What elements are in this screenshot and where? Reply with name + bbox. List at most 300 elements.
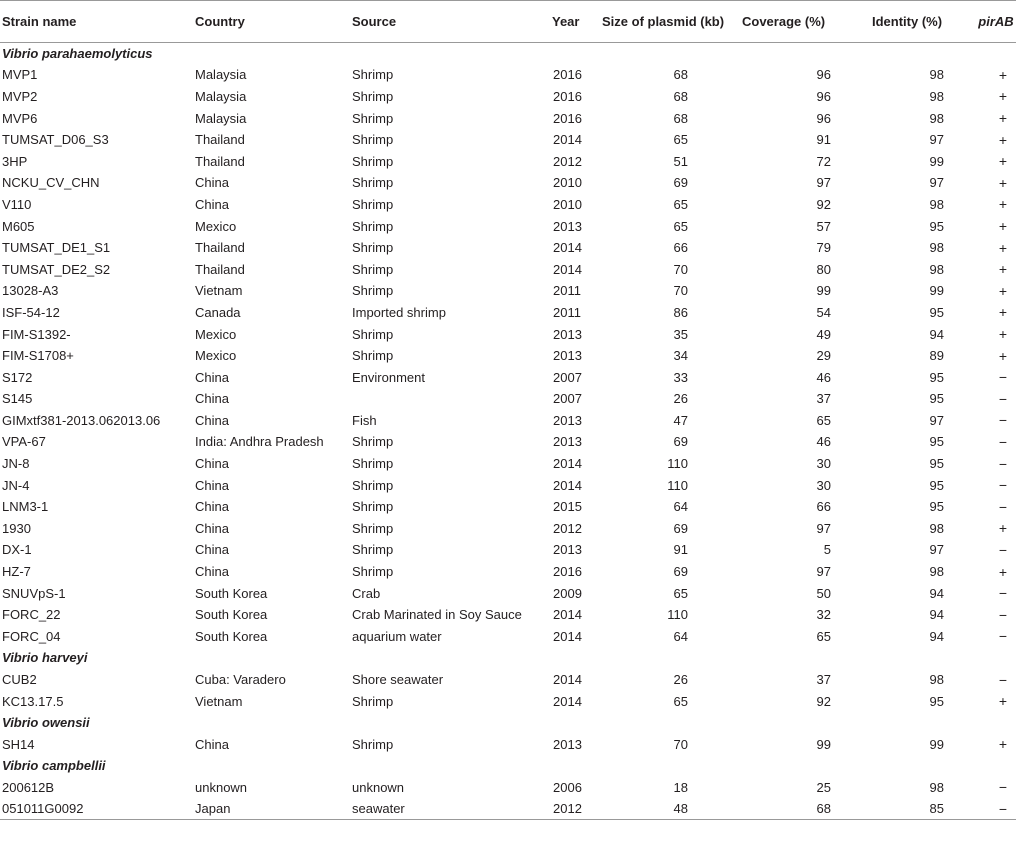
cell-year: 2013 (553, 348, 582, 364)
cell-pirab: − (998, 477, 1008, 494)
cell-coverage: 97 (816, 175, 831, 191)
cell-year: 2007 (553, 391, 582, 407)
cell-plasmid-size: 70 (673, 736, 688, 752)
species-group-row (0, 43, 1016, 65)
cell-coverage: 96 (816, 110, 831, 126)
cell-year: 2013 (553, 542, 582, 558)
cell-strain-name: TUMSAT_DE1_S1 (2, 240, 111, 256)
cell-year: 2014 (553, 240, 582, 256)
cell-year: 2016 (553, 564, 582, 580)
cell-pirab: + (998, 261, 1008, 278)
cell-country: Mexico (195, 218, 237, 234)
cell-plasmid-size: 65 (673, 132, 688, 148)
cell-identity: 85 (870, 798, 966, 820)
cell-year: 2010 (553, 196, 582, 212)
cell-coverage: 92 (816, 196, 831, 212)
header-country: Country (193, 1, 350, 43)
cell-source: Shrimp (352, 132, 394, 148)
cell-coverage: 49 (816, 326, 831, 342)
cell-source: Crab Marinated in Soy Sauce (352, 607, 522, 623)
table-row (0, 539, 1016, 561)
cell-identity: 97 (929, 412, 944, 428)
cell-pirab: − (998, 412, 1008, 429)
table-row (0, 431, 1016, 453)
cell-strain-name: NCKU_CV_CHN (2, 175, 100, 191)
cell-plasmid-size: 110 (667, 477, 688, 493)
cell-pirab: + (998, 520, 1008, 537)
table-row (0, 582, 1016, 604)
cell-identity: 98 (929, 779, 944, 795)
table-row (0, 215, 1016, 237)
cell-year: 2013 (553, 218, 582, 234)
table-row (0, 86, 1016, 108)
cell-coverage: 79 (816, 240, 831, 256)
cell-plasmid-size: 91 (673, 542, 688, 558)
cell-coverage: 68 (740, 798, 870, 820)
cell-strain-name: VPA-67 (2, 434, 46, 450)
cell-source: Environment (352, 369, 425, 385)
table-row (0, 453, 1016, 475)
cell-pirab: + (998, 153, 1008, 170)
cell-coverage: 57 (816, 218, 831, 234)
cell-strain-name: TUMSAT_D06_S3 (2, 132, 109, 148)
cell-plasmid-size: 86 (673, 304, 688, 320)
cell-strain-name: 051011G0092 (0, 798, 193, 820)
cell-strain-name: FIM-S1392- (2, 326, 71, 342)
cell-plasmid-size: 47 (673, 412, 688, 428)
cell-source: Shrimp (352, 434, 394, 450)
cell-country: South Korea (195, 585, 268, 601)
table-row (0, 734, 1016, 756)
cell-year: 2011 (553, 283, 581, 299)
table-row (0, 690, 1016, 712)
cell-source: Shrimp (352, 564, 394, 580)
cell-plasmid-size: 68 (673, 67, 688, 83)
table-row (0, 302, 1016, 324)
cell-strain-name: FORC_22 (2, 607, 61, 623)
cell-plasmid-size: 34 (673, 348, 688, 364)
cell-strain-name: MVP2 (2, 88, 38, 104)
cell-source: aquarium water (352, 628, 442, 644)
cell-pirab: − (998, 455, 1008, 472)
cell-coverage: 80 (816, 261, 831, 277)
cell-source: Shrimp (352, 456, 394, 472)
cell-country: China (195, 499, 229, 515)
cell-identity: 94 (929, 585, 944, 601)
cell-identity: 89 (929, 348, 944, 364)
cell-pirab: + (998, 693, 1008, 710)
cell-strain-name: V110 (2, 196, 32, 212)
table-row (0, 777, 1016, 799)
cell-coverage: 5 (823, 542, 831, 558)
table-row (0, 561, 1016, 583)
species-group-label: Vibrio parahaemolyticus (2, 46, 153, 62)
cell-country: Thailand (195, 240, 245, 256)
cell-identity: 95 (929, 434, 944, 450)
cell-coverage: 96 (816, 88, 831, 104)
cell-coverage: 30 (816, 477, 831, 493)
cell-coverage: 37 (816, 391, 831, 407)
cell-source: Shore seawater (352, 672, 444, 688)
cell-country: Cuba: Varadero (195, 672, 286, 688)
cell-plasmid-size: 69 (673, 434, 688, 450)
cell-pirab: − (998, 369, 1008, 386)
cell-coverage: 97 (816, 564, 831, 580)
cell-plasmid-size: 26 (673, 672, 688, 688)
cell-country: Vietnam (195, 693, 243, 709)
cell-source: Shrimp (352, 240, 394, 256)
cell-identity: 94 (929, 628, 944, 644)
cell-country: China (195, 456, 229, 472)
cell-country: unknown (195, 779, 248, 795)
cell-identity: 98 (929, 110, 944, 126)
cell-year: 2012 (553, 520, 582, 536)
cell-pirab: + (998, 66, 1008, 83)
cell-source: Shrimp (352, 693, 394, 709)
cell-year: 2012 (553, 153, 582, 169)
table-row (0, 669, 1016, 691)
cell-plasmid-size: 65 (673, 693, 688, 709)
cell-plasmid-size: 26 (673, 391, 688, 407)
cell-coverage: 54 (816, 304, 831, 320)
cell-pirab: + (998, 196, 1008, 213)
table-row (0, 237, 1016, 259)
cell-identity: 97 (929, 542, 944, 558)
cell-identity: 99 (929, 153, 944, 169)
cell-year: 2015 (553, 499, 582, 515)
cell-country: China (195, 196, 229, 212)
cell-coverage: 65 (816, 412, 831, 428)
cell-identity: 95 (929, 391, 944, 407)
header-year: Year (550, 1, 600, 43)
species-group-label: Vibrio owensii (2, 715, 90, 731)
cell-plasmid-size: 110 (667, 607, 688, 623)
cell-plasmid-size: 69 (673, 175, 688, 191)
table-row (0, 280, 1016, 302)
cell-year: 2013 (553, 434, 582, 450)
cell-pirab: − (998, 433, 1008, 450)
cell-source: Shrimp (352, 736, 394, 752)
table-row (0, 626, 1016, 648)
cell-source: Shrimp (352, 348, 394, 364)
cell-strain-name: 1930 (2, 520, 31, 536)
cell-country: China (195, 175, 229, 191)
species-group-row (0, 755, 1016, 777)
cell-strain-name: MVP6 (2, 110, 38, 126)
cell-plasmid-size: 69 (673, 564, 688, 580)
cell-strain-name: FIM-S1708+ (2, 348, 74, 364)
cell-country: China (195, 736, 229, 752)
cell-identity: 95 (929, 456, 944, 472)
cell-identity: 98 (929, 672, 944, 688)
cell-year: 2006 (553, 779, 582, 795)
cell-strain-name: S145 (2, 391, 33, 407)
cell-plasmid-size: 69 (673, 520, 688, 536)
cell-source: Crab (352, 585, 381, 601)
cell-pirab: − (966, 798, 1016, 820)
header-coverage: Coverage (%) (740, 1, 870, 43)
cell-source: Shrimp (352, 153, 394, 169)
header-identity: Identity (%) (870, 1, 966, 43)
cell-year: 2014 (553, 132, 582, 148)
cell-year: 2014 (553, 693, 582, 709)
cell-source: Shrimp (352, 326, 394, 342)
cell-identity: 98 (929, 564, 944, 580)
cell-year: 2014 (553, 477, 582, 493)
cell-strain-name: 200612B (2, 779, 55, 795)
cell-source: Shrimp (352, 261, 394, 277)
cell-strain-name: 3HP (2, 153, 28, 169)
table-row (0, 194, 1016, 216)
cell-coverage: 29 (816, 348, 831, 364)
cell-plasmid-size: 33 (673, 369, 688, 385)
cell-plasmid-size: 65 (673, 218, 688, 234)
cell-coverage: 65 (816, 628, 831, 644)
cell-identity: 95 (929, 218, 944, 234)
table-row (0, 345, 1016, 367)
cell-strain-name: S172 (2, 369, 33, 385)
header-plasmid-size: Size of plasmid (kb) (600, 1, 740, 43)
cell-pirab: + (998, 110, 1008, 127)
cell-year: 2010 (553, 175, 582, 191)
cell-year: 2009 (553, 585, 582, 601)
cell-country: China (195, 412, 229, 428)
table-row (0, 798, 1016, 820)
cell-source: Shrimp (352, 499, 394, 515)
cell-pirab: − (998, 671, 1008, 688)
cell-source: Shrimp (352, 67, 394, 83)
cell-identity: 99 (929, 283, 944, 299)
cell-plasmid-size: 48 (600, 798, 740, 820)
cell-pirab: + (998, 563, 1008, 580)
cell-plasmid-size: 51 (673, 153, 688, 169)
cell-country: Thailand (195, 261, 245, 277)
cell-identity: 95 (929, 477, 944, 493)
cell-year: 2013 (553, 326, 582, 342)
cell-identity: 98 (929, 240, 944, 256)
cell-country: China (195, 564, 229, 580)
cell-strain-name: KC13.17.5 (2, 693, 64, 709)
cell-coverage: 96 (816, 67, 831, 83)
cell-strain-name: LNM3-1 (2, 499, 49, 515)
cell-source: Shrimp (352, 175, 394, 191)
cell-plasmid-size: 65 (673, 585, 688, 601)
cell-pirab: + (998, 326, 1008, 343)
cell-strain-name: SNUVpS-1 (2, 585, 66, 601)
cell-identity: 98 (929, 261, 944, 277)
cell-coverage: 46 (816, 434, 831, 450)
cell-pirab: − (998, 498, 1008, 515)
table-row (0, 604, 1016, 626)
cell-source: Shrimp (352, 520, 394, 536)
cell-country: Japan (193, 798, 350, 820)
cell-plasmid-size: 65 (673, 196, 688, 212)
cell-country: China (195, 477, 229, 493)
table-row (0, 129, 1016, 151)
cell-strain-name: M605 (2, 218, 35, 234)
cell-plasmid-size: 70 (673, 261, 688, 277)
cell-pirab: + (998, 88, 1008, 105)
cell-year: 2016 (553, 88, 582, 104)
cell-source: Imported shrimp (352, 304, 446, 320)
header-pirab: pirAB (966, 1, 1016, 43)
cell-coverage: 50 (816, 585, 831, 601)
cell-pirab: − (998, 390, 1008, 407)
table-row (0, 150, 1016, 172)
cell-year: 2014 (553, 456, 582, 472)
cell-year: 2014 (553, 672, 582, 688)
cell-pirab: − (998, 606, 1008, 623)
cell-source: Shrimp (352, 283, 394, 299)
cell-source: seawater (350, 798, 550, 820)
cell-source (350, 388, 550, 410)
cell-plasmid-size: 110 (667, 456, 688, 472)
cell-strain-name: ISF-54-12 (2, 304, 60, 320)
cell-plasmid-size: 70 (673, 283, 688, 299)
cell-coverage: 99 (816, 736, 831, 752)
cell-identity: 97 (929, 175, 944, 191)
cell-plasmid-size: 66 (673, 240, 688, 256)
cell-coverage: 30 (816, 456, 831, 472)
cell-year: 2007 (553, 369, 582, 385)
table-row (0, 496, 1016, 518)
cell-country: China (195, 369, 229, 385)
header-row (0, 1, 1016, 43)
cell-coverage: 25 (816, 779, 831, 795)
table-header (0, 1, 1016, 43)
cell-coverage: 99 (816, 283, 831, 299)
cell-identity: 95 (929, 693, 944, 709)
cell-strain-name: MVP1 (2, 67, 38, 83)
cell-source: Fish (352, 412, 377, 428)
table-row (0, 258, 1016, 280)
cell-strain-name: JN-4 (2, 477, 30, 493)
table-row (0, 172, 1016, 194)
cell-source: Shrimp (352, 196, 394, 212)
cell-identity: 99 (929, 736, 944, 752)
cell-identity: 98 (929, 88, 944, 104)
cell-year: 2012 (550, 798, 600, 820)
cell-coverage: 37 (816, 672, 831, 688)
cell-plasmid-size: 64 (673, 628, 688, 644)
cell-country: Canada (195, 304, 241, 320)
cell-identity: 98 (929, 67, 944, 83)
table-row (0, 323, 1016, 345)
cell-strain-name: FORC_04 (2, 628, 61, 644)
cell-country: Mexico (195, 348, 237, 364)
cell-pirab: − (998, 585, 1008, 602)
species-group-label: Vibrio campbellii (2, 758, 106, 774)
cell-plasmid-size: 68 (673, 110, 688, 126)
cell-pirab: + (998, 736, 1008, 753)
cell-year: 2014 (553, 628, 582, 644)
cell-year: 2014 (553, 261, 582, 277)
cell-strain-name: HZ-7 (2, 564, 31, 580)
cell-identity: 98 (929, 196, 944, 212)
cell-coverage: 72 (816, 153, 831, 169)
table-row (0, 388, 1016, 410)
cell-source: Shrimp (352, 218, 394, 234)
cell-country: China (195, 542, 229, 558)
table-row (0, 474, 1016, 496)
cell-country: Vietnam (195, 283, 243, 299)
cell-identity: 98 (929, 520, 944, 536)
cell-country: Mexico (195, 326, 237, 342)
cell-year: 2014 (553, 607, 582, 623)
table-row (0, 366, 1016, 388)
cell-country: Malaysia (195, 67, 247, 83)
cell-strain-name: GIMxtf381-2013.062013.06 (2, 412, 161, 428)
cell-pirab: + (998, 282, 1008, 299)
table-row (0, 107, 1016, 129)
cell-year: 2011 (553, 304, 581, 320)
cell-strain-name: 13028-A3 (2, 283, 59, 299)
cell-country: Thailand (195, 132, 245, 148)
cell-strain-name: TUMSAT_DE2_S2 (2, 261, 111, 277)
cell-pirab: + (998, 304, 1008, 321)
cell-country: South Korea (195, 628, 268, 644)
cell-pirab: + (998, 347, 1008, 364)
table-row (0, 410, 1016, 432)
cell-year: 2016 (553, 67, 582, 83)
cell-country: China (195, 391, 229, 407)
cell-identity: 94 (929, 607, 944, 623)
cell-strain-name: DX-1 (2, 542, 32, 558)
cell-country: China (195, 520, 229, 536)
cell-coverage: 32 (816, 607, 831, 623)
header-source: Source (350, 1, 550, 43)
species-group-row (0, 712, 1016, 734)
cell-plasmid-size: 64 (673, 499, 688, 515)
cell-strain-name: JN-8 (2, 456, 30, 472)
table-row (0, 64, 1016, 86)
cell-year: 2013 (553, 736, 582, 752)
cell-identity: 95 (929, 499, 944, 515)
cell-identity: 97 (929, 132, 944, 148)
cell-source: Shrimp (352, 88, 394, 104)
cell-source: Shrimp (352, 477, 394, 493)
cell-identity: 94 (929, 326, 944, 342)
cell-strain-name: SH14 (2, 736, 35, 752)
cell-identity: 95 (929, 369, 944, 385)
species-group-label: Vibrio harveyi (2, 650, 88, 666)
cell-plasmid-size: 68 (673, 88, 688, 104)
cell-country: Thailand (195, 153, 245, 169)
table-body (0, 43, 1016, 820)
cell-pirab: − (998, 779, 1008, 796)
cell-coverage: 66 (816, 499, 831, 515)
cell-plasmid-size: 35 (673, 326, 688, 342)
cell-coverage: 97 (816, 520, 831, 536)
cell-coverage: 92 (816, 693, 831, 709)
cell-coverage: 46 (816, 369, 831, 385)
cell-pirab: + (998, 174, 1008, 191)
cell-pirab: + (998, 131, 1008, 148)
cell-pirab: − (998, 628, 1008, 645)
cell-year: 2013 (553, 412, 582, 428)
cell-strain-name: CUB2 (2, 672, 37, 688)
cell-year: 2016 (553, 110, 582, 126)
cell-pirab: + (998, 218, 1008, 235)
cell-identity: 95 (929, 304, 944, 320)
cell-pirab: − (998, 541, 1008, 558)
table-row (0, 518, 1016, 540)
cell-source: Shrimp (352, 542, 394, 558)
cell-country: South Korea (195, 607, 268, 623)
cell-country: Malaysia (195, 88, 247, 104)
cell-pirab: + (998, 239, 1008, 256)
cell-country: Malaysia (195, 110, 247, 126)
